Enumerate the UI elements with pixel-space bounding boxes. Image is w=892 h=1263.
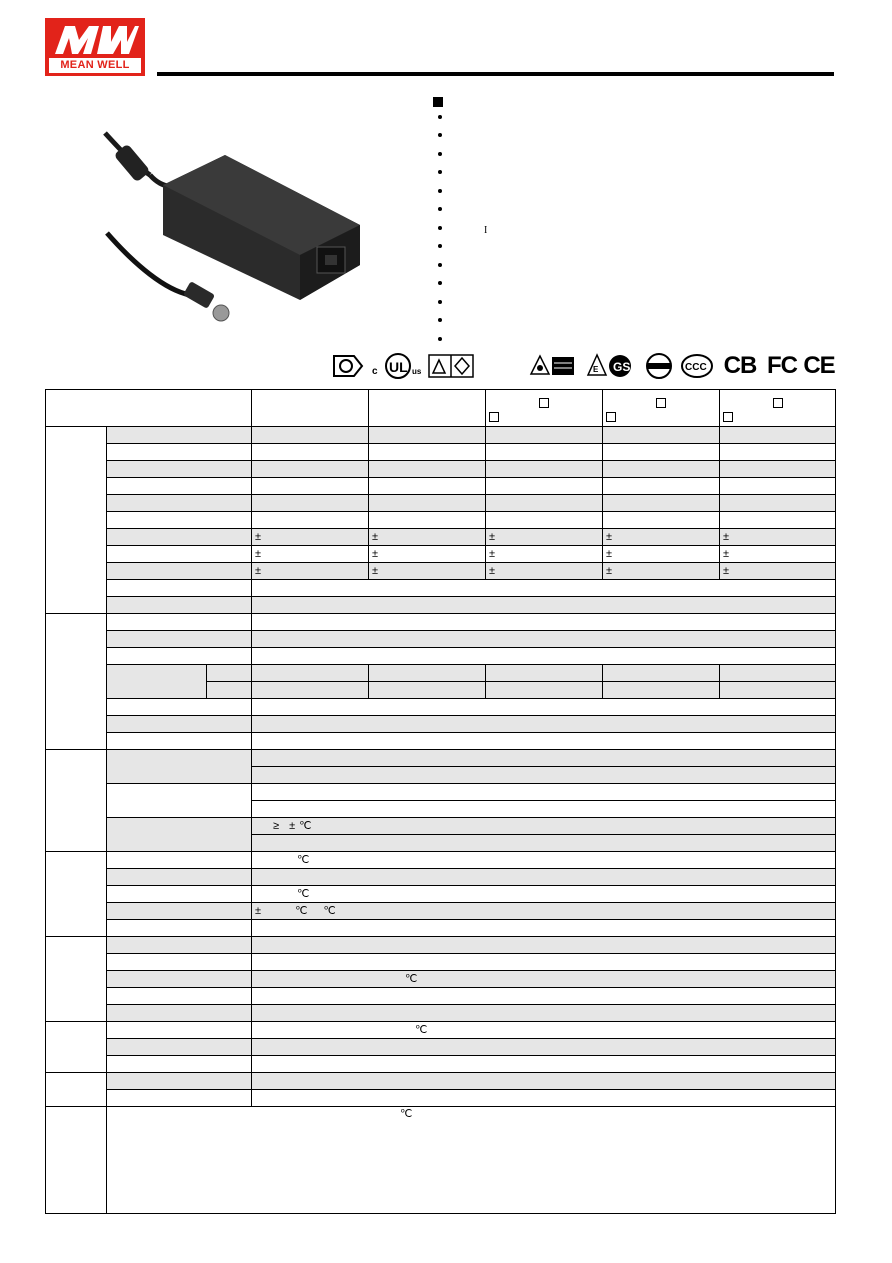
feature-bullet-icon — [438, 189, 442, 193]
section-output — [46, 427, 107, 614]
table-row — [46, 716, 836, 733]
table-row — [46, 597, 836, 614]
table-row — [46, 614, 836, 631]
feature-bullet-icon — [438, 133, 442, 137]
svg-text:c: c — [372, 366, 378, 377]
mean-well-logo — [45, 18, 145, 76]
ctick-icon — [528, 352, 576, 380]
section-safety-emc — [46, 937, 107, 1022]
notes-row — [46, 1107, 836, 1214]
pse-icon — [330, 352, 366, 380]
feature-mark: I — [484, 225, 488, 236]
feature-bullet-icon — [438, 226, 442, 230]
table-row: ℃ — [46, 852, 836, 869]
adapter-photo — [95, 125, 365, 355]
section-others — [46, 1022, 107, 1073]
feature-bullet-icon — [438, 300, 442, 304]
table-row — [46, 478, 836, 495]
model-cell — [252, 390, 369, 427]
feature-bullet-icon — [438, 152, 442, 156]
model-cell — [603, 390, 720, 427]
feature-bullet-icon — [438, 115, 442, 119]
table-row — [46, 648, 836, 665]
section-protection — [46, 750, 107, 852]
section-packing — [46, 1073, 107, 1107]
table-row: ℃ — [46, 971, 836, 988]
table-row: ≥ ± ℃ — [46, 818, 836, 835]
model-cell — [720, 390, 836, 427]
table-row — [46, 869, 836, 886]
logo-text: MEAN WELL — [49, 58, 141, 73]
feature-bullet-icon — [438, 244, 442, 248]
svg-text:CCC: CCC — [685, 362, 707, 373]
ccc-icon — [680, 352, 714, 380]
table-row — [46, 1005, 836, 1022]
table-row — [46, 750, 836, 767]
model-cell — [369, 390, 486, 427]
section-note — [46, 1107, 107, 1214]
notes-cell: ℃ — [107, 1107, 836, 1214]
feature-bullet-icon — [438, 207, 442, 211]
option-box-icon — [489, 412, 499, 422]
certification-row — [330, 352, 835, 382]
table-row: ± ℃ ℃ — [46, 903, 836, 920]
table-row — [46, 1039, 836, 1056]
c-ul-us-icon — [372, 352, 424, 380]
feature-bullet-icon — [438, 263, 442, 267]
feature-bullet-icon — [438, 281, 442, 285]
table-row — [46, 699, 836, 716]
svg-text:UL: UL — [389, 359, 408, 375]
specification-table — [45, 389, 836, 1214]
tuv-triangle-icon — [428, 352, 474, 380]
section-environment — [46, 852, 107, 937]
cb-mark: CB — [723, 352, 757, 379]
option-box-icon — [723, 412, 733, 422]
option-box-icon — [656, 398, 666, 408]
nemko-icon — [586, 352, 634, 380]
table-row — [46, 988, 836, 1005]
table-row — [46, 1090, 836, 1107]
ce-mark: CE — [803, 352, 835, 379]
table-row: ± ± ± ± ± — [46, 546, 836, 563]
table-row — [46, 1056, 836, 1073]
table-row — [46, 427, 836, 444]
gost-icon — [644, 352, 674, 380]
model-cell — [486, 390, 603, 427]
table-row — [46, 580, 836, 597]
table-row: ± ± ± ± ± — [46, 563, 836, 580]
svg-text:us: us — [412, 367, 422, 376]
mw-logo-icon — [51, 22, 139, 58]
feature-bullet-icon — [438, 337, 442, 341]
table-row — [46, 954, 836, 971]
option-box-icon — [539, 398, 549, 408]
fc-mark: FC — [767, 352, 797, 379]
table-row — [46, 512, 836, 529]
feature-bullet-icon — [438, 170, 442, 174]
table-row — [46, 495, 836, 512]
svg-text:E: E — [593, 365, 599, 374]
section-input — [46, 614, 107, 750]
model-header-cell — [46, 390, 252, 427]
header-row — [46, 390, 836, 427]
table-row — [46, 733, 836, 750]
table-row: ℃ — [46, 1022, 836, 1039]
features-square-icon — [433, 97, 443, 107]
table-row — [46, 920, 836, 937]
table-row — [46, 937, 836, 954]
table-row — [46, 1073, 836, 1090]
option-box-icon — [773, 398, 783, 408]
table-row: ℃ — [46, 886, 836, 903]
table-row: ± ± ± ± ± — [46, 529, 836, 546]
table-row — [46, 444, 836, 461]
table-row — [46, 665, 836, 682]
feature-bullet-icon — [438, 318, 442, 322]
table-row — [46, 461, 836, 478]
table-row — [46, 784, 836, 801]
svg-text:GS: GS — [613, 360, 631, 374]
header-rule — [157, 72, 834, 76]
table-row — [46, 631, 836, 648]
option-box-icon — [606, 412, 616, 422]
